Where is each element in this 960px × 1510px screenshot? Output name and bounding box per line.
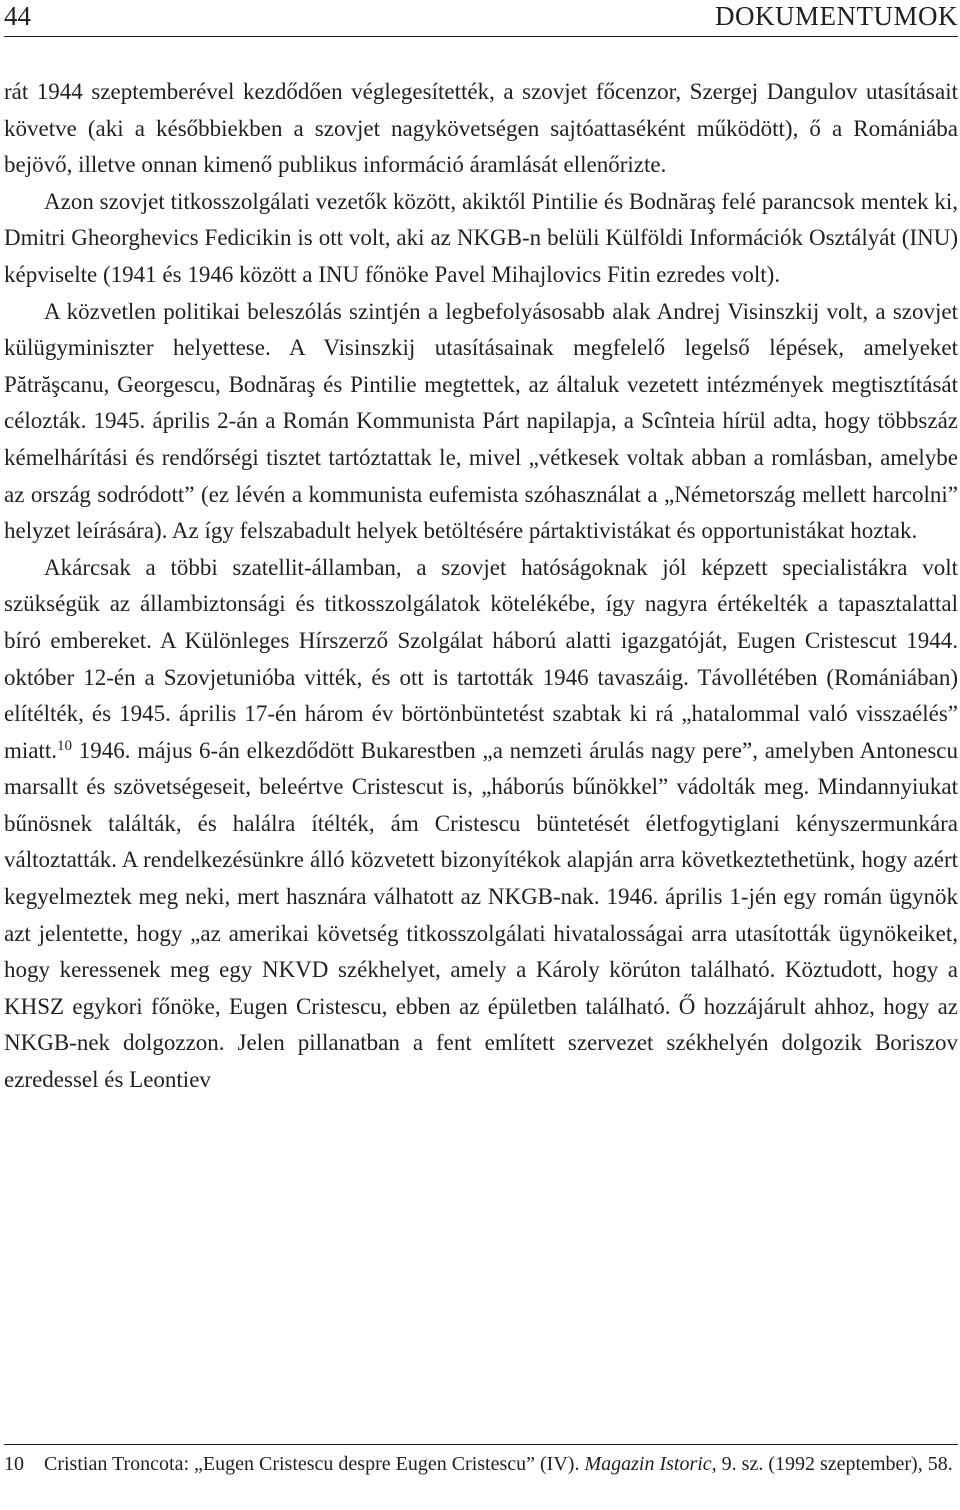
footnote-reference[interactable]: 10 — [57, 737, 73, 754]
footnote-journal-title: Magazin Istoric — [584, 1453, 712, 1475]
paragraph-2: Azon szovjet titkosszolgálati vezetők között, akiktől Pintilie és Bodnăraş felé parancsok mentek ki, Dmitri Gheorghevics Fedicikin is ott volt, aki az NKGB-n belüli Külföldi Információk Osztályát (INU) képviselte (1941 és 1946 között a INU főnöke Pavel Mihajlovics Fitin ezredes volt). — [4, 188, 958, 287]
footnote-text — [44, 1450, 958, 1478]
footnote-text-before: Cristian Troncota: „Eugen Cristescu despre Eugen Cristescu” (IV). — [44, 1453, 580, 1475]
paragraph-1: rát 1944 szeptemberével kezdődően véglegesítették, a szovjet főcenzor, Szergej Dangulov utasításait követve (aki a későbbiekben a szovjet nagykövetségen sajtóattaséként működött), ő a Romániába bejövő, illetve onnan kimenő publikus információ áramlását ellenőrizte. — [4, 79, 958, 178]
page-header — [4, 0, 958, 37]
footnote-number: 10 — [4, 1453, 24, 1475]
paragraph-4 — [4, 550, 958, 1099]
body-text — [4, 74, 958, 1099]
footnote-text-after: , 9. sz. (1992 szeptember), 58. — [711, 1453, 953, 1475]
running-head: DOKUMENTUMOK — [715, 1, 958, 31]
paragraph-4-text-before-ref: Akárcsak a többi szatellit-államban, a szovjet hatóságoknak jól képzett specialistákra volt szükségük az állambiztonsági és titkosszolgálatok kötelékébe, így nagyra értékelték a tapasztalattal bíró embereket. A Különleges Hírszerző Szolgálat háború alatti igazgatóját, Eugen Cristescut 1944. október 12-én a Szovjetunióba vitték, és ott is tartották 1946 tavaszáig. Távollétében (Romániában) elítélték, és 1945. április 17-én három év börtönbüntetést szabtak ki rá „hatalommal való visszaélés” miatt. — [4, 554, 958, 763]
paragraph-4-text-after-ref: 1946. május 6-án elkezdődött Bukarestben „a nemzeti árulás nagy pere”, amelyben Antonescu marsallt és szövetségeseit, beleértve Cristescut is, „háborús bűnökkel” vádolták meg. Mindannyiukat bűnösnek találták, és halálra ítélték, ám Cristescu büntetését életfogytiglani kényszermunkára változtatták. A rendelkezésünkre álló közvetett bizonyítékok alapján arra következtethetünk, hogy azért kegyelmeztek meg neki, mert hasznára válhatott az NKGB-nak. 1946. április 1-jén egy román ügynök azt jelentette, hogy „az amerikai követség titkosszolgálati hivatalosságai arra utasították ügynökeiket, hogy keressenek meg egy NKVD székhelyet, amely a Károly körúton található. Köztudott, hogy a KHSZ egykori főnöke, Eugen Cristescu, ebben az épületben található. Ő hozzájárult ahhoz, hogy az NKGB-nek dolgozzon. Jelen pillanatban a fent említett szervezet székhelyén dolgozik Boriszov ezredessel és Leontiev — [4, 737, 958, 1093]
footnote-divider — [4, 1444, 958, 1445]
page-number: 44 — [4, 1, 31, 31]
document-page — [4, 0, 958, 1510]
paragraph-3: A közvetlen politikai beleszólás szintjén a legbefolyásosabb alak Andrej Visinszkij volt, a szovjet külügyminiszter helyettese. A Visinszkij utasításainak megfelelő legelső lépések, amelyeket Pătrăşcanu, Georgescu, Bodnăraş és Pintilie megtettek, az általuk vezetett intézmények megtisztítását célozták. 1945. április 2-án a Román Kommunista Párt napilapja, a Scînteia hírül adta, hogy többszáz kémelhárítási és rendőrségi tisztet tartóztattak le, mivel „vétkesek voltak abban a romlásban, amelybe az ország sodródott” (ez lévén a kommunista eufemista szóhasználat a „Németország mellett harcolni” helyzet leírására). Az így felszabadult helyek betöltésére pártaktivistákat és opportunistákat hoztak. — [4, 298, 958, 544]
footnote — [4, 1450, 958, 1478]
